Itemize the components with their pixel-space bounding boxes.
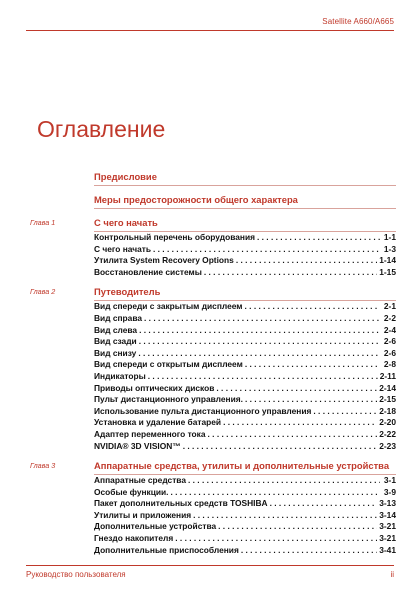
toc-entry-page: 1-3 — [383, 243, 396, 254]
dot-leader — [236, 255, 377, 267]
header-rule — [26, 30, 394, 31]
footer-manual-title: Руководство пользователя — [26, 570, 126, 579]
toc-entry[interactable] — [26, 336, 396, 348]
toc-entry-page: 3-21 — [379, 521, 396, 532]
toc-entry[interactable] — [26, 533, 396, 545]
toc-entry-title: Установка и удаление батарей — [94, 417, 222, 428]
toc-entry-page: 2-1 — [383, 301, 396, 312]
preface-link[interactable]: Предисловие — [94, 171, 157, 182]
dot-leader — [138, 348, 380, 360]
toc-entry[interactable] — [26, 232, 396, 244]
toc-entry[interactable] — [26, 545, 396, 557]
chapter-label: Глава 2 — [30, 287, 56, 297]
chapter-heading-row — [26, 217, 396, 228]
toc-entry-page: 3-41 — [379, 544, 396, 555]
chapter-section — [26, 217, 396, 278]
dot-leader — [204, 267, 377, 279]
toc-entry-page: 1-1 — [383, 232, 396, 242]
toc-entry-title: Дополнительные приспособления — [94, 544, 239, 555]
dot-leader — [139, 336, 380, 348]
precautions-link[interactable]: Меры предосторожности общего характера — [94, 194, 298, 205]
dot-leader — [175, 533, 377, 545]
dot-leader — [139, 325, 380, 337]
toc-entry-title: NVIDIA® 3D VISION™ — [94, 440, 181, 451]
chapter-title-link[interactable]: С чего начать — [94, 217, 158, 228]
toc-entry[interactable] — [26, 394, 396, 406]
toc-entry[interactable] — [26, 267, 396, 279]
toc-entry-title: Использование пульта дистанционного управления — [94, 405, 312, 416]
toc-entry-title: Индикаторы — [94, 370, 146, 381]
dot-leader — [153, 244, 380, 256]
toc-entry[interactable] — [26, 510, 396, 522]
dot-leader — [241, 545, 377, 557]
dot-leader — [245, 359, 380, 371]
toc-entry-title: Гнездо накопителя — [94, 533, 174, 544]
toc-entry[interactable] — [26, 475, 396, 487]
toc-entry[interactable] — [26, 255, 396, 267]
toc-entry[interactable] — [26, 244, 396, 256]
header-title: Satellite A660/A665 — [322, 17, 394, 26]
toc-entry-title: Вид справа — [94, 312, 143, 323]
toc-entry-page: 2-23 — [379, 440, 396, 451]
toc-entry-title: Контрольный перечень оборудования — [94, 232, 255, 242]
toc-entry-title: Приводы оптических дисков — [94, 382, 215, 393]
toc-entry-page: 2-18 — [379, 405, 396, 416]
toc-entry-title: Аппаратные средства — [94, 475, 186, 486]
toc-entry[interactable] — [26, 487, 396, 499]
toc-entry-page: 2-6 — [383, 347, 396, 358]
dot-leader — [257, 232, 380, 244]
toc-entry-page: 1-14 — [379, 255, 396, 266]
preface-section — [26, 171, 396, 186]
toc-entry[interactable] — [26, 406, 396, 418]
toc-entry-page: 2-20 — [379, 417, 396, 428]
dot-leader — [218, 521, 377, 533]
precautions-section — [26, 194, 396, 209]
dot-leader — [223, 417, 377, 429]
toc-entry-title: Особые функции. — [94, 486, 169, 497]
toc-entry-title: Вид снизу — [94, 347, 137, 358]
toc-entry-page: 3-1 — [383, 475, 396, 486]
chapter-label: Глава 3 — [30, 461, 56, 471]
toc-entry-title: Вид сзади — [94, 336, 137, 347]
chapter-title-link[interactable]: Аппаратные средства, утилиты и дополнительные устройства — [94, 460, 390, 472]
dot-leader — [148, 371, 378, 383]
footer-rule — [26, 565, 394, 566]
toc-entry[interactable] — [26, 301, 396, 313]
toc-entry[interactable] — [26, 313, 396, 325]
toc-entry[interactable] — [26, 359, 396, 371]
toc-entry[interactable] — [26, 498, 396, 510]
toc-entry-page: 3-21 — [379, 533, 396, 544]
toc-entry-title: С чего начать — [94, 243, 151, 254]
chapter-heading-row — [26, 286, 396, 297]
dot-leader — [313, 406, 377, 418]
chapter-heading-row — [26, 460, 396, 471]
dot-leader — [144, 313, 380, 325]
dot-leader — [193, 510, 377, 522]
toc-entry-title: Пакет дополнительных средств TOSHIBA — [94, 498, 268, 509]
toc-entry[interactable] — [26, 441, 396, 453]
toc-entry-title: Пульт дистанционного управления. — [94, 394, 243, 405]
toc-entry-page: 2-4 — [383, 324, 396, 335]
chapter-label: Глава 1 — [30, 218, 56, 227]
section-divider — [94, 185, 396, 186]
toc-entry[interactable] — [26, 521, 396, 533]
chapter-section — [26, 460, 396, 556]
toc-entry-page: 2-22 — [379, 428, 396, 439]
toc-entry[interactable] — [26, 325, 396, 337]
toc-entry[interactable] — [26, 371, 396, 383]
toc-entry-page: 2-6 — [383, 336, 396, 347]
toc-entry-page: 3-13 — [379, 498, 396, 509]
dot-leader — [171, 487, 381, 499]
toc-entry-title: Вид спереди с открытым дисплеем — [94, 359, 243, 370]
toc-entry-page: 3-14 — [379, 509, 396, 520]
toc-entry-title: Вид слева — [94, 324, 138, 335]
dot-leader — [245, 394, 377, 406]
toc-entry-title: Вид спереди с закрытым дисплеем — [94, 301, 243, 312]
section-divider — [94, 208, 396, 209]
dot-leader — [208, 429, 378, 441]
chapter-title-link[interactable]: Путеводитель — [94, 286, 161, 298]
dot-leader — [245, 301, 380, 313]
toc-entry-page: 2-15 — [379, 394, 396, 405]
chapter-section — [26, 286, 396, 452]
toc-entry-title: Восстановление системы — [94, 266, 202, 277]
dot-leader — [183, 441, 378, 453]
toc-entry[interactable] — [26, 383, 396, 395]
toc-entry-page: 3-9 — [383, 486, 396, 497]
chapters-list — [26, 217, 396, 556]
toc-entry-title: Адаптер переменного тока — [94, 428, 206, 439]
toc-entry[interactable] — [26, 417, 396, 429]
dot-leader — [188, 475, 380, 487]
toc-entry[interactable] — [26, 348, 396, 360]
toc-entry-title: Дополнительные устройства — [94, 521, 217, 532]
table-of-contents — [26, 171, 396, 564]
toc-entry[interactable] — [26, 429, 396, 441]
toc-entry-title: Утилита System Recovery Options — [94, 255, 234, 266]
toc-entry-page: 2-14 — [379, 382, 396, 393]
toc-heading: Оглавление — [37, 116, 166, 142]
toc-entry-title: Утилиты и приложения — [94, 509, 192, 520]
toc-entry-page: 2-2 — [383, 312, 396, 323]
page-number: ii — [390, 570, 394, 579]
toc-entry-page: 2-11 — [379, 370, 396, 381]
toc-entry-page: 1-15 — [379, 266, 396, 277]
dot-leader — [216, 383, 377, 395]
toc-entry-page: 2-8 — [383, 359, 396, 370]
dot-leader — [270, 498, 378, 510]
